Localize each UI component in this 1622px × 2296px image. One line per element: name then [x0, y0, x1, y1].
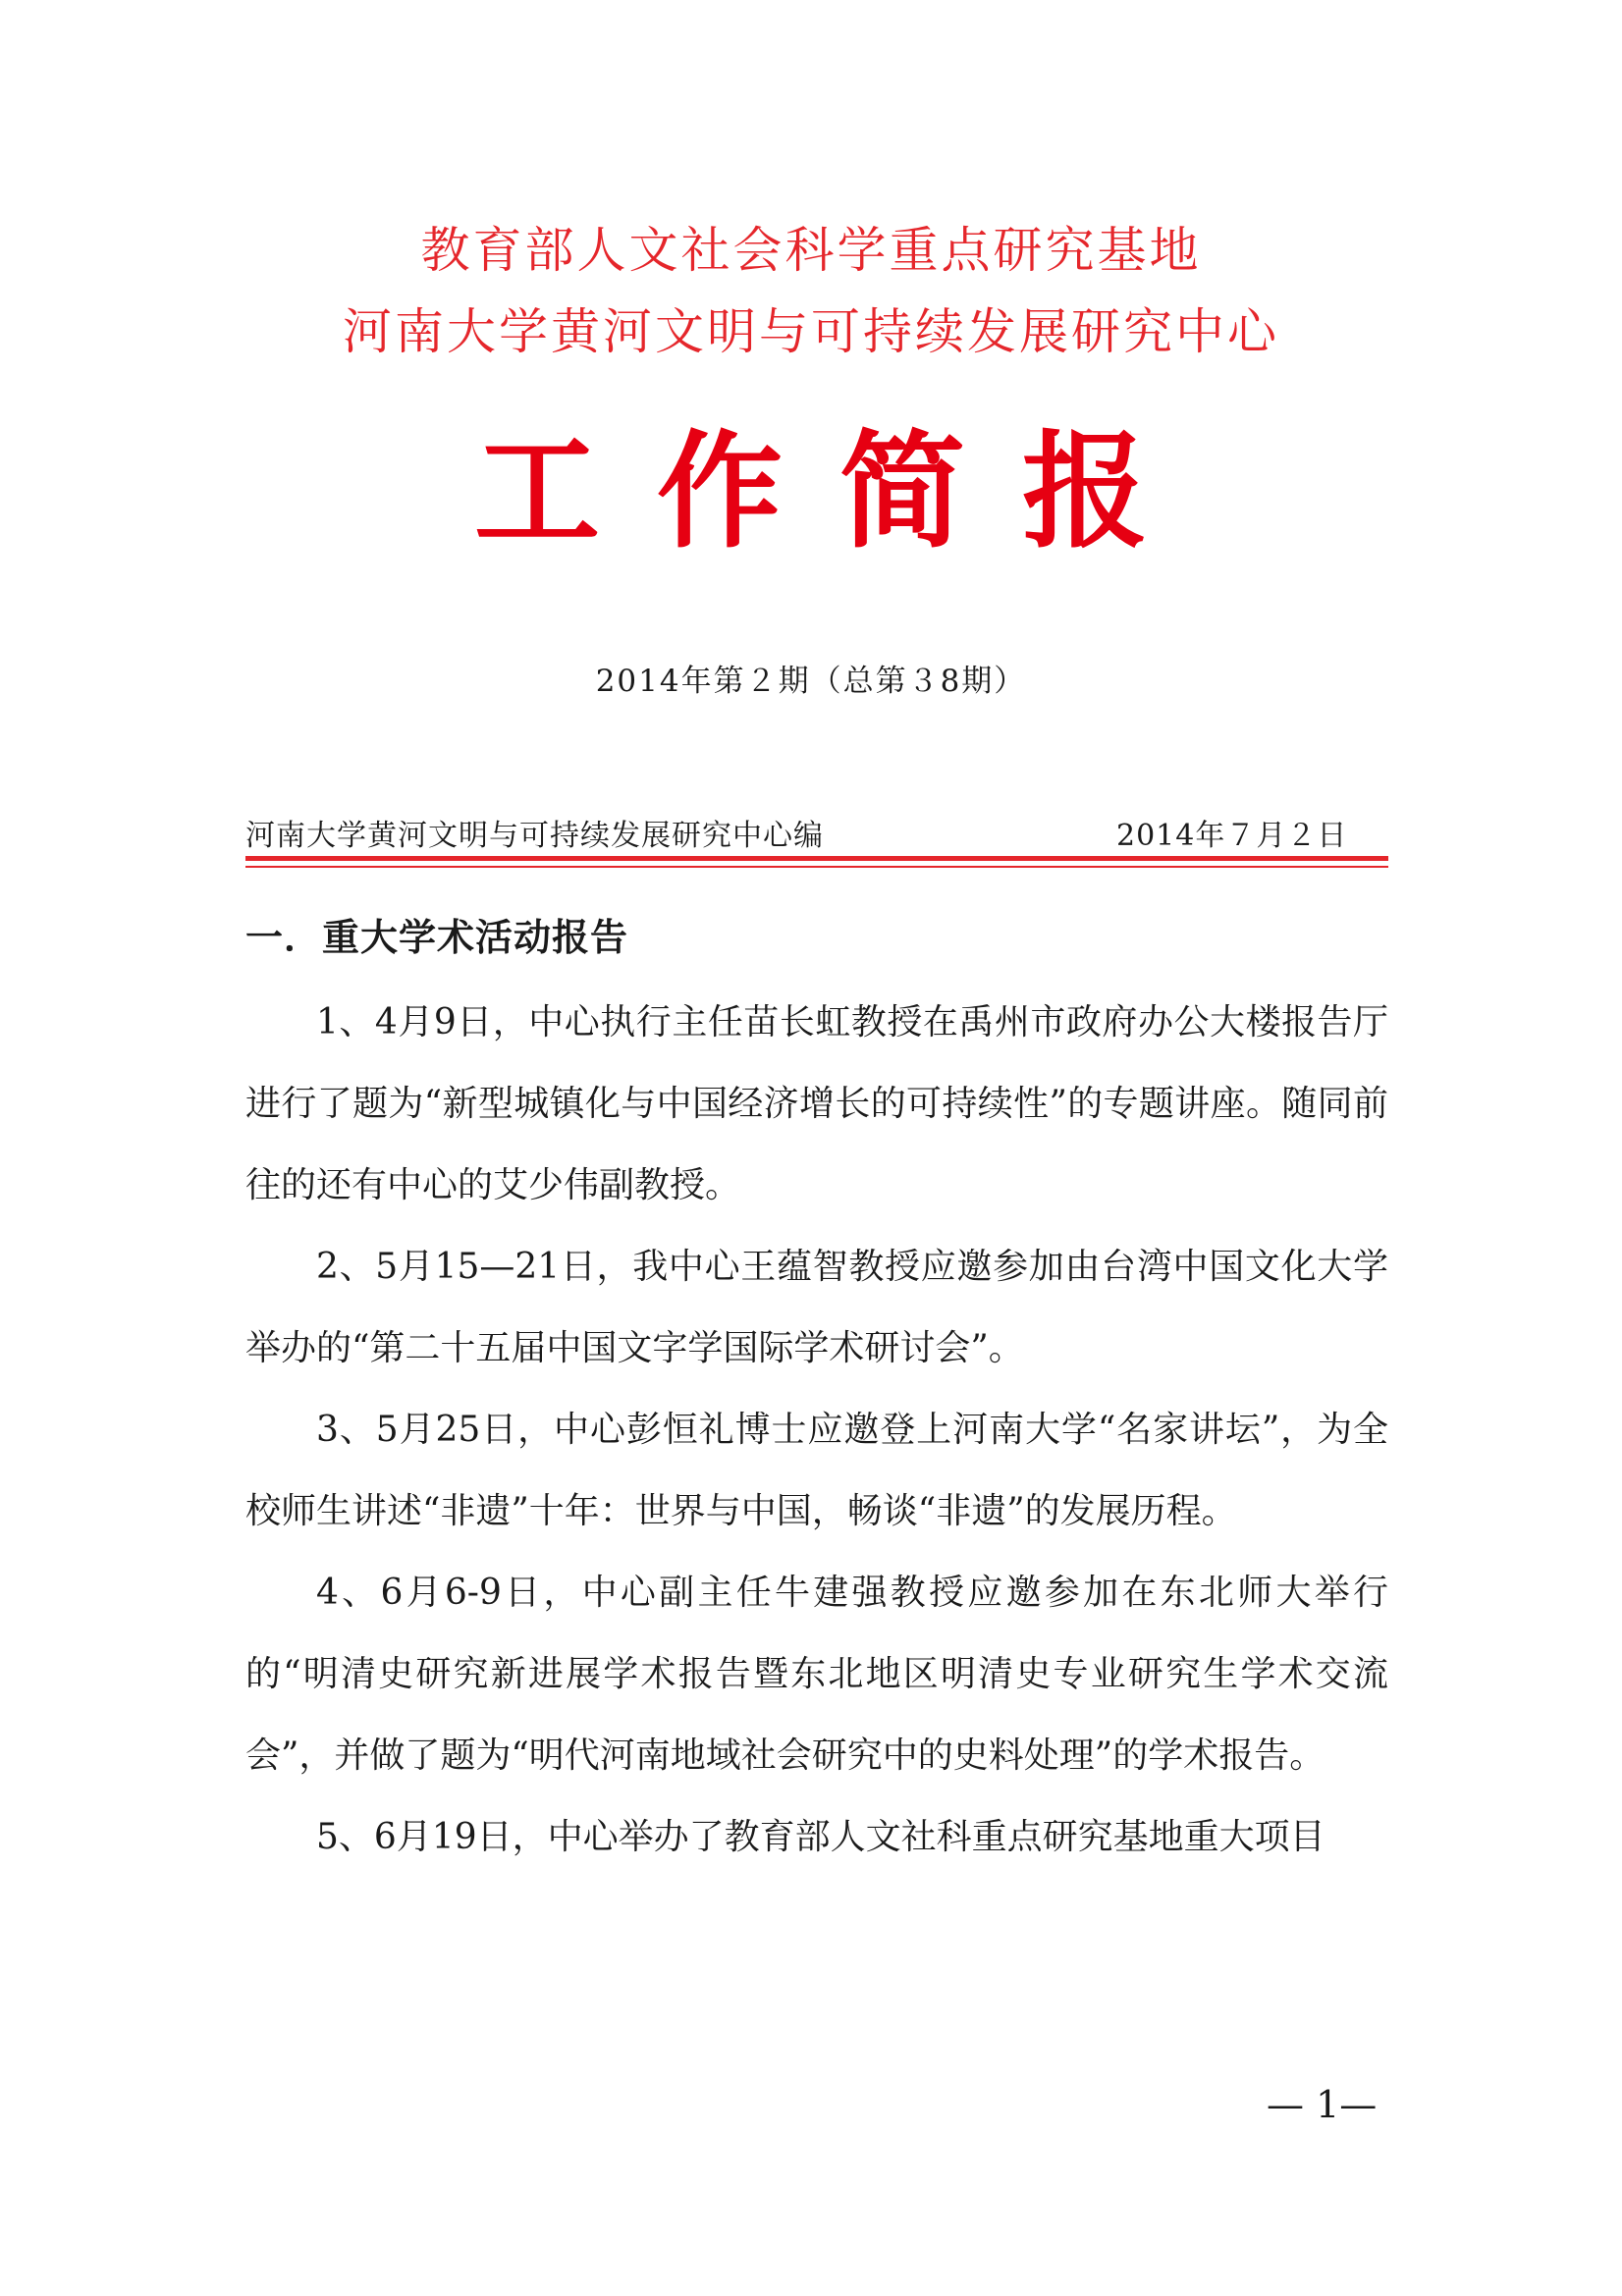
masthead-rule-thick — [245, 856, 1388, 861]
institution-line-1: 教育部人文社会科学重点研究基地 — [420, 222, 1202, 279]
section-body — [245, 982, 1388, 1878]
paragraph-2: 2、5月15—21日，我中心王蕴智教授应邀参加由台湾中国文化大学举办的“第二十五届中国文字学国际学术研讨会”。 — [245, 1247, 1388, 1368]
editor-line: 河南大学黄河文明与可持续发展研究中心编 — [245, 819, 824, 853]
paragraph-3: 3、5月25日，中心彭恒礼博士应邀登上河南大学“名家讲坛”，为全校师生讲述“非遗”十年：世界与中国，畅谈“非遗”的发展历程。 — [245, 1410, 1388, 1531]
masthead-rule-thin — [245, 866, 1388, 868]
page-number: — 1— — [1267, 2083, 1378, 2126]
section-heading: 一．重大学术活动报告 — [245, 916, 629, 959]
paragraph-5: 5、6月19日，中心举办了教育部人文社科重点研究基地重大项目 — [316, 1817, 1325, 1857]
issue-number: 2014年第２期（总第３8期） — [595, 664, 1027, 699]
paragraph-1: 1、4月9日，中心执行主任苗长虹教授在禹州市政府办公大楼报告厅进行了题为“新型城镇化与中国经济增长的可持续性”的专题讲座。随同前往的还有中心的艾少伟副教授。 — [245, 1002, 1388, 1205]
bulletin-title: 工作简报 — [473, 419, 1205, 565]
publish-date: 2014年７月２日 — [1116, 819, 1348, 853]
paragraph-4: 4、6月6-9日，中心副主任牛建强教授应邀参加在东北师大举行的“明清史研究新进展学术报告暨东北地区明清史专业研究生学术交流会”，并做了题为“明代河南地域社会研究中的史料处理”的学术报告。 — [245, 1573, 1388, 1776]
institution-line-2: 河南大学黄河文明与可持续发展研究中心 — [343, 303, 1279, 360]
